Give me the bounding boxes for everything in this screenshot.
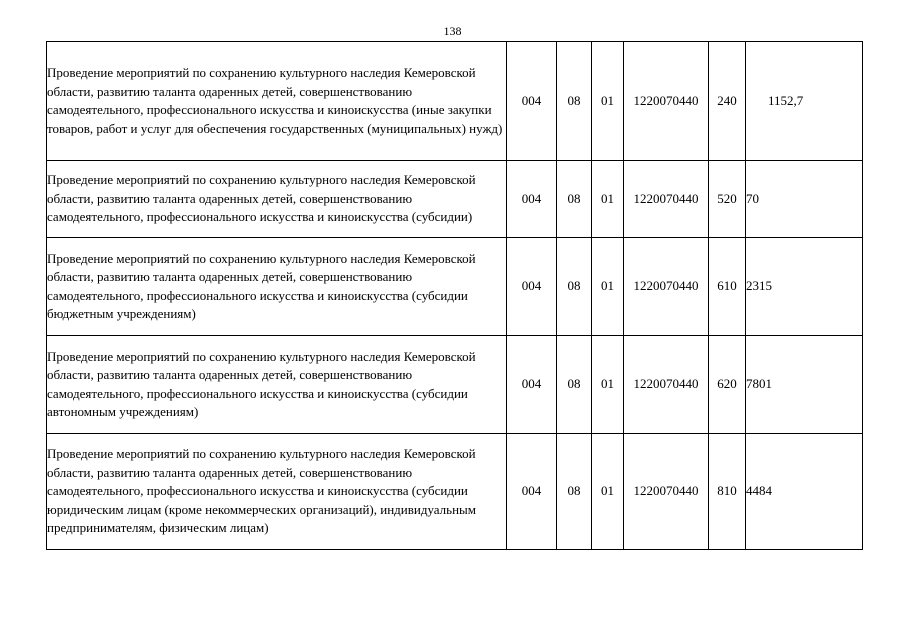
table-row <box>47 42 863 161</box>
ministry-code: 004 <box>507 42 557 161</box>
ministry-code: 004 <box>507 434 557 550</box>
amount-value: 1152,7 <box>746 42 863 161</box>
expense-type-code: 520 <box>709 161 746 238</box>
expense-type-code: 610 <box>709 238 746 336</box>
ministry-code: 004 <box>507 336 557 434</box>
amount-value: 2315 <box>746 238 863 336</box>
amount-value: 4484 <box>746 434 863 550</box>
section-code: 08 <box>557 238 592 336</box>
amount-value: 7801 <box>746 336 863 434</box>
section-code: 08 <box>557 336 592 434</box>
expense-type-code: 620 <box>709 336 746 434</box>
subsection-code: 01 <box>592 336 624 434</box>
row-description: Проведение мероприятий по сохранению культурного наследия Кемеровской области, развитию таланта одаренных детей, совершенствованию самодеятельного, профессионального искусства и киноискусства (иные закупки товаров, работ и услуг для обеспечения государственных (муниципальных) нужд) <box>47 42 507 161</box>
row-description: Проведение мероприятий по сохранению культурного наследия Кемеровской области, развитию таланта одаренных детей, совершенствованию самодеятельного, профессионального искусства и киноискусства (субсидии юридическим лицам (кроме некоммерческих организаций), индивидуальным предпринимателям, физическим лицам) <box>47 434 507 550</box>
target-item-code: 1220070440 <box>624 161 709 238</box>
table-row <box>47 238 863 336</box>
subsection-code: 01 <box>592 434 624 550</box>
section-code: 08 <box>557 161 592 238</box>
target-item-code: 1220070440 <box>624 336 709 434</box>
amount-value: 70 <box>746 161 863 238</box>
section-code: 08 <box>557 42 592 161</box>
page-number: 138 <box>443 24 462 38</box>
target-item-code: 1220070440 <box>624 42 709 161</box>
subsection-code: 01 <box>592 161 624 238</box>
row-description: Проведение мероприятий по сохранению культурного наследия Кемеровской области, развитию таланта одаренных детей, совершенствованию самодеятельного, профессионального искусства и киноискусства (субсидии автономным учреждениям) <box>47 336 507 434</box>
subsection-code: 01 <box>592 238 624 336</box>
table-row <box>47 161 863 238</box>
target-item-code: 1220070440 <box>624 238 709 336</box>
budget-table <box>46 41 863 550</box>
ministry-code: 004 <box>507 161 557 238</box>
table-row <box>47 434 863 550</box>
row-description: Проведение мероприятий по сохранению культурного наследия Кемеровской области, развитию таланта одаренных детей, совершенствованию самодеятельного, профессионального искусства и киноискусства (субсидии) <box>47 161 507 238</box>
expense-type-code: 240 <box>709 42 746 161</box>
table-row <box>47 336 863 434</box>
section-code: 08 <box>557 434 592 550</box>
ministry-code: 004 <box>507 238 557 336</box>
row-description: Проведение мероприятий по сохранению культурного наследия Кемеровской области, развитию таланта одаренных детей, совершенствованию самодеятельного, профессионального искусства и киноискусства (субсидии бюджетным учреждениям) <box>47 238 507 336</box>
subsection-code: 01 <box>592 42 624 161</box>
expense-type-code: 810 <box>709 434 746 550</box>
target-item-code: 1220070440 <box>624 434 709 550</box>
